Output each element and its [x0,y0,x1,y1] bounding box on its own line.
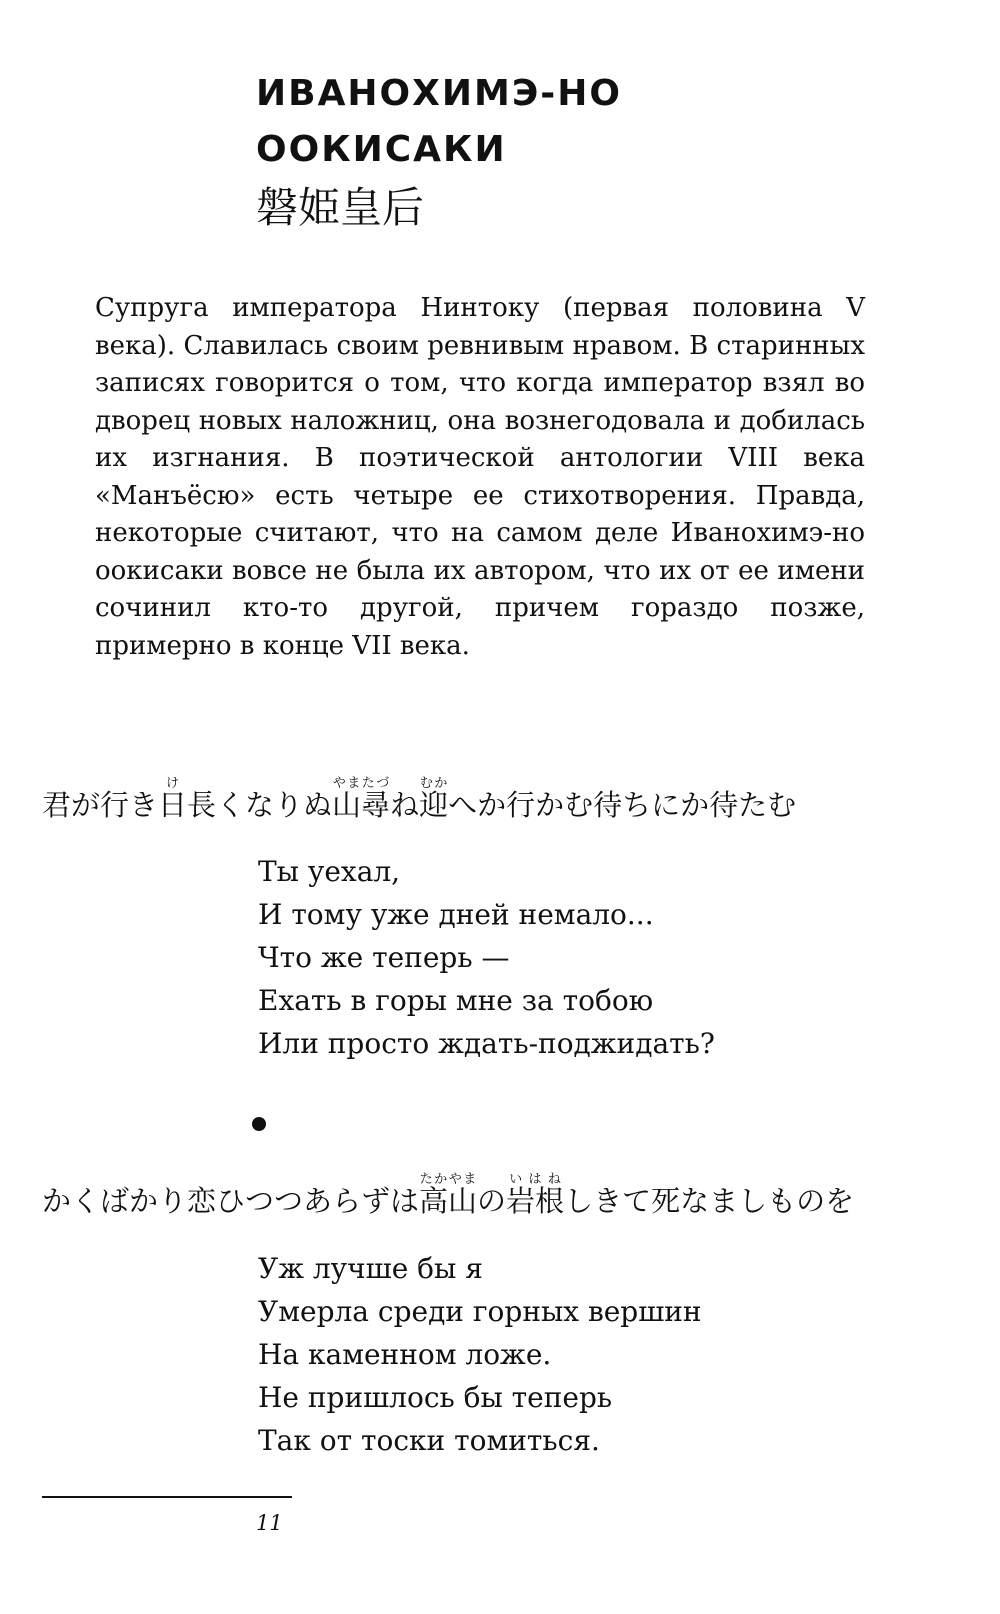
poem-1-translation [258,850,858,1065]
poem-1-jp-text: へか行かむ待ちにか待たむ [448,788,797,822]
poem-line: Ехать в горы мне за тобою [258,984,654,1017]
poem-line: Так от тоски томиться. [258,1424,600,1457]
poem-2-jp-text: の [477,1184,507,1218]
poem-line: И тому уже дней немало... [258,898,654,931]
poem-separator-bullet-icon [252,1117,266,1131]
poem-line: Умерла среди горных вершин [258,1295,702,1328]
poem-line: Уж лучше бы я [258,1252,483,1285]
poem-1-jp-text: 長くなりぬ [187,788,333,822]
page-number: 11 [256,1511,283,1535]
poem-2-translation [258,1247,858,1462]
poem-line: Не пришлось бы теперь [258,1381,613,1414]
poem-2-jp-text: しきて死なましものを [564,1184,855,1218]
poem-2-japanese [42,1172,854,1221]
poem-line: Что же теперь — [258,941,510,974]
poem-1-ruby-1: 日け [158,776,188,822]
title-kanji: 磐姫皇后 [256,183,425,232]
poem-1-ruby-3: 迎むか [419,776,449,822]
poem-1-jp-text: 君が行き [42,788,159,822]
title-line-1: ИВАНОХИМЭ-НО [256,73,622,114]
poem-2-jp-text: かくばかり恋ひつつあらずは [42,1184,420,1218]
poem-1-japanese [42,776,796,825]
poem-line: Ты уехал, [258,855,401,888]
poem-1-ruby-2: 山尋やまたづ [332,776,391,822]
poem-2-ruby-1: 高山たかやま [419,1172,478,1218]
footer-divider [42,1496,292,1498]
poem-1-jp-text: ね [390,788,420,822]
title-line-2: ООКИСАКИ [256,129,507,170]
poem-line: Или просто ждать-поджидать? [258,1027,715,1060]
page-title [256,66,776,178]
poem-2-ruby-2: 岩根いはね [506,1172,565,1218]
biography-paragraph: Супруга императора Нинтоку (первая половина V века). Славилась своим ревнивым нравом. В старинных записях говорится о том, что когда император взял во дворец новых наложниц, она вознегодовала и добилась их изгнания. В поэтической антологии VIII века «Манъёсю» есть четыре ее стихотворения. Правда, некоторые считают, что на самом деле Иванохимэ-но оокисаки вовсе не была их автором, что их от ее имени сочинил кто-то другой, причем гораздо позже, примерно в конце VII века. [95,293,865,661]
poem-line: На каменном ложе. [258,1338,552,1371]
